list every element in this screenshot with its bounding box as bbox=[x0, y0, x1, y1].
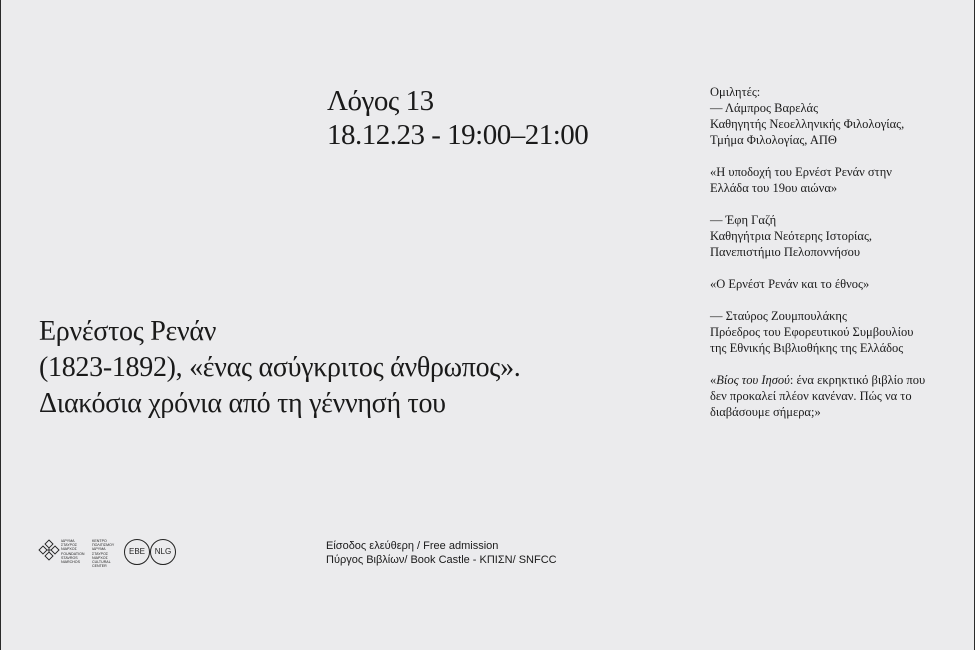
snfcc-text-5: ΝΙΑΡΧΟΣ bbox=[92, 555, 108, 560]
speaker-2-role-1: Καθηγήτρια Νεότερης Ιστορίας, bbox=[710, 229, 873, 243]
snf-text-2: ΣΤΑΥΡΟΣ bbox=[61, 543, 78, 548]
speaker-2-talk-1: «Ο Ερνέστ Ρενάν και το έθνος» bbox=[710, 277, 870, 291]
speaker-3-talk-1 bbox=[710, 372, 960, 388]
snfcc-text-7: CENTER bbox=[92, 564, 107, 569]
speaker-3-talk-3: διαβάσουμε σήμερα;» bbox=[710, 405, 821, 419]
title-line-2: (1823-1892), «ένας ασύγκριτος άνθρωπος». bbox=[39, 352, 521, 383]
speakers-heading: Ομιλητές: bbox=[710, 85, 761, 99]
snf-wordmark bbox=[61, 539, 85, 564]
snfcc-text-2: ΠΟΛΙΤΙΣΜΟΥ bbox=[92, 543, 115, 548]
snf-text-3: ΝΙΑΡΧΟΣ bbox=[61, 547, 77, 552]
speaker-3-role-2: της Εθνικής Βιβλιοθήκης της Ελλάδος bbox=[710, 341, 904, 355]
speakers-list bbox=[710, 84, 960, 420]
snfcc-text-4: ΣΤΑΥΡΟΣ bbox=[92, 551, 109, 556]
speaker-1-role-1: Καθηγητής Νεοελληνικής Φιλολογίας, bbox=[710, 117, 905, 131]
event-header bbox=[327, 84, 588, 152]
footer-info bbox=[326, 539, 557, 567]
snfcc-text-3: ΙΔΡΥΜΑ bbox=[92, 547, 106, 552]
ebe-logo: EBE bbox=[124, 539, 150, 565]
venue-text: Πύργος Βιβλίων/ Book Castle - ΚΠΙΣΝ/ SNFCC bbox=[326, 554, 557, 566]
snfcc-text-1: ΚΕΝΤΡΟ bbox=[92, 539, 107, 543]
snfcc-text-6: CULTURAL bbox=[92, 560, 111, 565]
snf-logo bbox=[38, 539, 115, 569]
snf-text-6: NIARCHOS bbox=[61, 560, 80, 565]
speaker-3-talk-book-title: Βίος του Ιησού bbox=[716, 373, 790, 387]
event-number: Λόγος 13 bbox=[327, 85, 434, 117]
admission-text: Είσοδος ελεύθερη / Free admission bbox=[326, 540, 499, 552]
snf-text-5: STAVROS bbox=[61, 555, 78, 560]
speaker-2-role-2: Πανεπιστήμιο Πελοποννήσου bbox=[710, 245, 861, 259]
speaker-3-talk-2: δεν προκαλεί πλέον κανέναν. Πώς να το bbox=[710, 389, 912, 403]
speaker-3-role-1: Πρόεδρος του Εφορευτικού Συμβουλίου bbox=[710, 325, 914, 339]
speaker-1-talk-1: «Η υποδοχή του Ερνέστ Ρενάν στην bbox=[710, 165, 892, 179]
lecture-title bbox=[39, 314, 520, 422]
speaker-2-name: — Έφη Γαζή bbox=[710, 213, 777, 227]
snf-text-1: ΙΔΡΥΜΑ bbox=[61, 539, 75, 543]
speaker-3-talk-1-rest: : ένα εκρηκτικό βιβλίο που bbox=[789, 373, 926, 387]
speaker-3-talk-open-quote: « bbox=[710, 373, 717, 387]
speaker-3-name: — Σταύρος Ζουμπουλάκης bbox=[710, 309, 847, 323]
snf-text-4: FOUNDATION bbox=[61, 551, 85, 556]
nlg-logo: NLG bbox=[150, 539, 176, 565]
event-datetime: 18.12.23 - 19:00–21:00 bbox=[327, 119, 589, 151]
snf-mark-icon bbox=[38, 539, 60, 563]
title-line-1: Ερνέστος Ρενάν bbox=[39, 316, 217, 347]
title-line-3: Διακόσια χρόνια από τη γέννησή του bbox=[39, 388, 446, 419]
speaker-1-talk-2: Ελλάδα του 19ου αιώνα» bbox=[710, 181, 838, 195]
speaker-1-name: — Λάμπρος Βαρελάς bbox=[710, 101, 819, 115]
speaker-1-role-2: Τμήμα Φιλολογίας, ΑΠΘ bbox=[710, 133, 837, 147]
frame-left-edge bbox=[0, 0, 1, 650]
snfcc-wordmark bbox=[92, 539, 114, 568]
